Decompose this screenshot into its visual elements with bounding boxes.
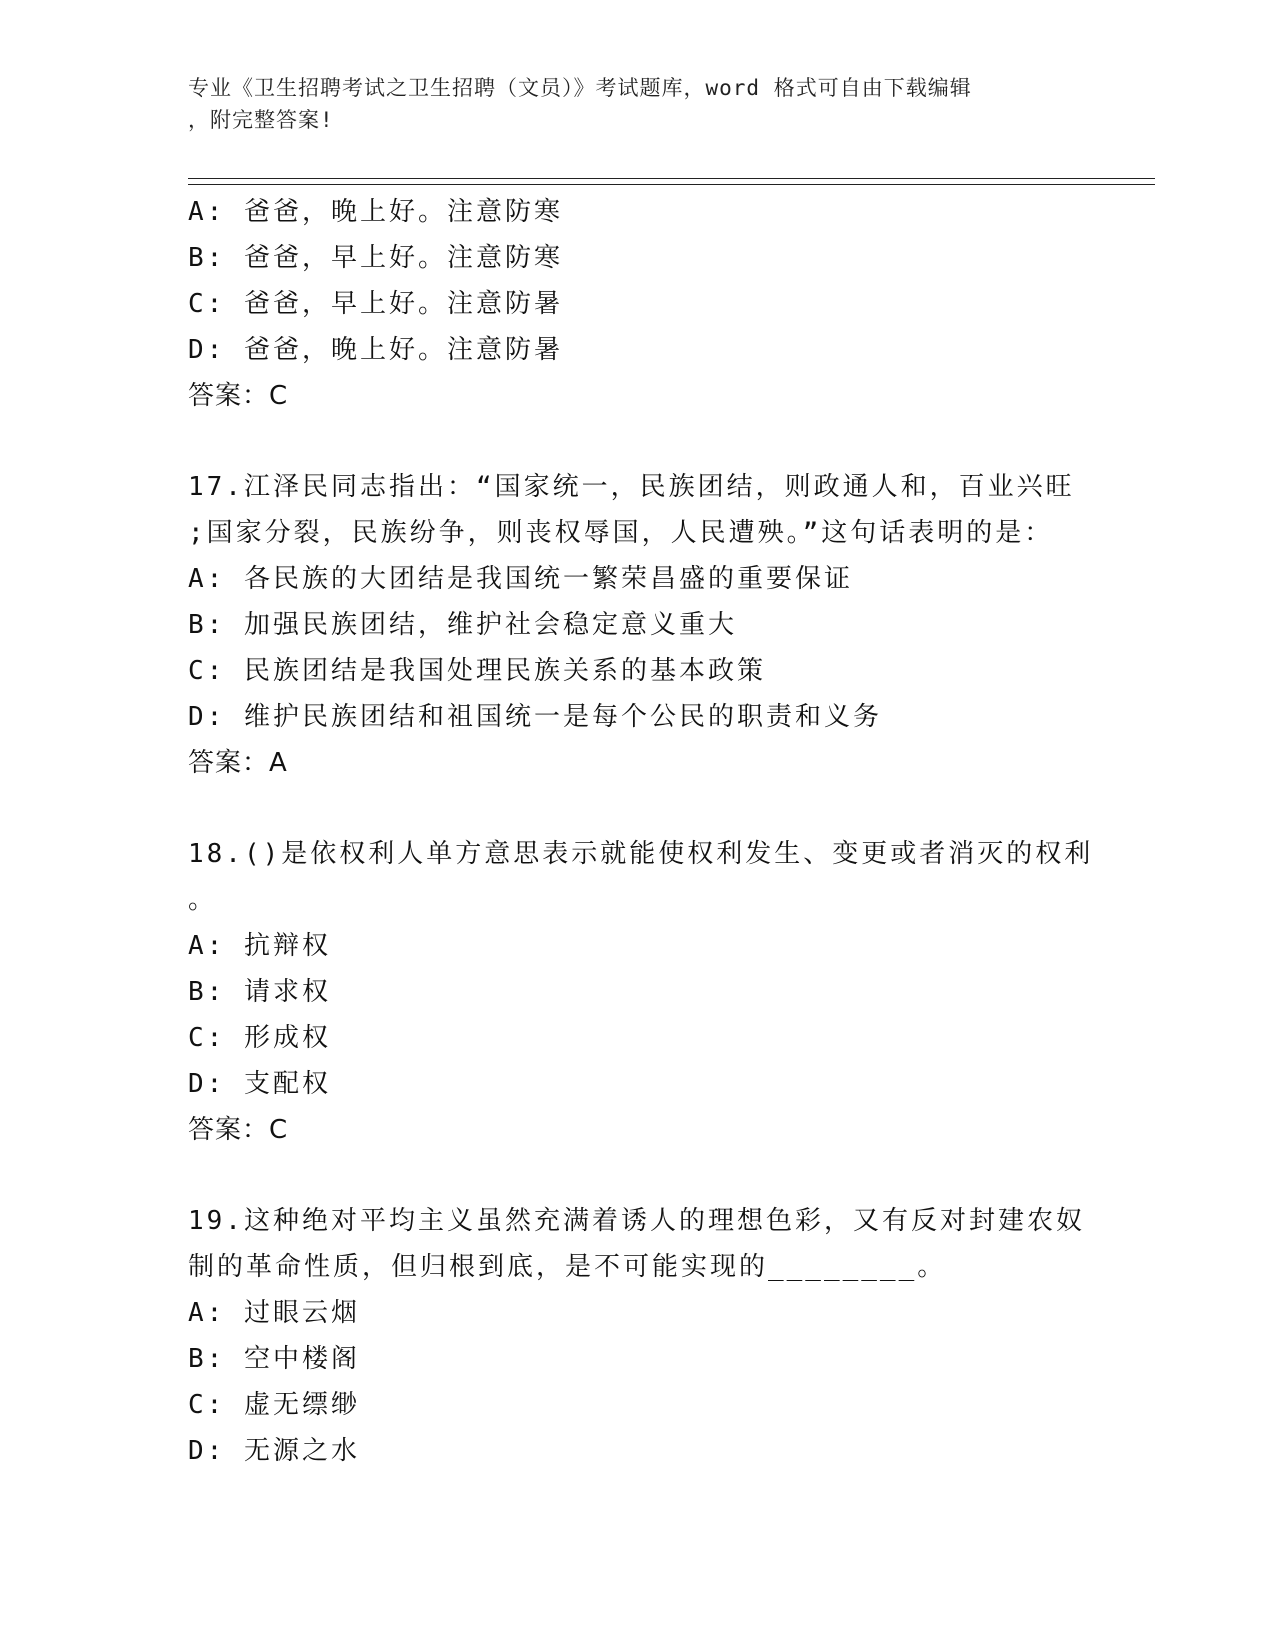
q17-stem-line-1: 17.江泽民同志指出：“国家统一，民族团结，则政通人和，百业兴旺 [188, 472, 1075, 502]
q18-option-c: C: 形成权 [188, 1023, 331, 1053]
question-list [188, 189, 1094, 1474]
question-17 [188, 464, 1088, 786]
q17-answer: 答案：A [188, 748, 288, 778]
header-divider-top [188, 178, 1155, 179]
q19-option-c: C: 虚无缥缈 [188, 1390, 360, 1420]
q17-option-c: C: 民族团结是我国处理民族关系的基本政策 [188, 656, 766, 686]
header-divider-bottom [188, 184, 1155, 185]
q17-stem-line-2: ;国家分裂，民族纷争，则丧权辱国，人民遭殃。”这句话表明的是： [188, 518, 1054, 548]
q18-option-b: B: 请求权 [188, 977, 331, 1007]
q18-answer: 答案：C [188, 1115, 289, 1145]
question-18 [188, 831, 1094, 1153]
q19-stem-line-2: 制的革命性质，但归根到底，是不可能实现的________。 [188, 1252, 947, 1282]
header-line-2: ，附完整答案! [188, 108, 334, 132]
question-19 [188, 1198, 1088, 1474]
q19-stem-line-1: 19.这种绝对平均主义虽然充满着诱人的理想色彩，又有反对封建农奴 [188, 1206, 1085, 1236]
q18-stem-line-2: 。 [188, 885, 218, 915]
q18-option-a: A: 抗辩权 [188, 931, 331, 961]
header-line-1: 专业《卫生招聘考试之卫生招聘（文员）》考试题库，word 格式可自由下载编辑 [188, 76, 972, 100]
q16-option-c: C: 爸爸，早上好。注意防暑 [188, 289, 563, 319]
q16-option-a: A: 爸爸，晚上好。注意防寒 [188, 197, 563, 227]
q16-option-d: D: 爸爸，晚上好。注意防暑 [188, 335, 563, 365]
question-spacer [188, 786, 1088, 831]
q19-option-b: B: 空中楼阁 [188, 1344, 360, 1374]
question-spacer [188, 419, 1088, 464]
q18-stem-line-1: 18.()是依权利人单方意思表示就能使权利发生、变更或者消灭的权利 [188, 839, 1094, 869]
question-spacer [188, 1153, 1088, 1198]
q17-option-d: D: 维护民族团结和祖国统一是每个公民的职责和义务 [188, 702, 882, 732]
q19-option-d: D: 无源之水 [188, 1436, 360, 1466]
q16-answer: 答案：C [188, 381, 289, 411]
q18-option-d: D: 支配权 [188, 1069, 331, 1099]
q17-option-a: A: 各民族的大团结是我国统一繁荣昌盛的重要保证 [188, 564, 853, 594]
question-16 [188, 189, 1088, 419]
q16-option-b: B: 爸爸，早上好。注意防寒 [188, 243, 563, 273]
q17-option-b: B: 加强民族团结，维护社会稳定意义重大 [188, 610, 737, 640]
q19-option-a: A: 过眼云烟 [188, 1298, 360, 1328]
document-header [188, 72, 1068, 136]
